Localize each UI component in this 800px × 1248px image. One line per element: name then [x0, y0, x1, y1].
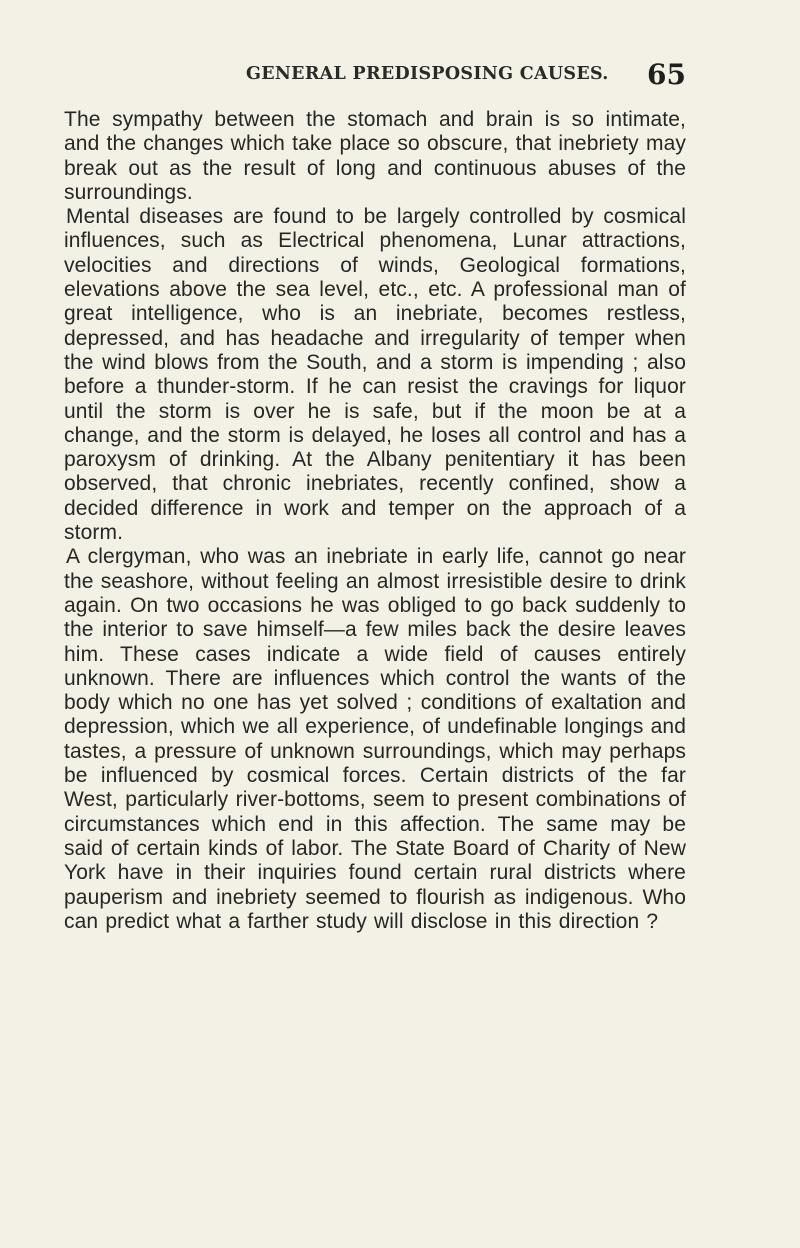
- paragraph-2: Mental diseases are found to be largely controlled by cosmical influences, such as Electrical phenomena, Lunar attractions, velocities and directions of winds, Geological formations, elevations above the sea level, etc., etc. A professional man of great intelligence, who is an inebriate, becomes restless, depressed, and has headache and irregularity of temper when the wind blows from the South, and a storm is impending ; also before a thunder-storm. If he can resist the cravings for liquor until the storm is over he is safe, but if the moon be at a change, and the storm is delayed, he loses all control and has a paroxysm of drinking. At the Albany penitentiary it has been observed, that chronic inebriates, recently confined, show a decided difference in work and temper on the approach of a storm.: [64, 205, 686, 545]
- page-number: 65: [647, 58, 686, 91]
- running-head: [64, 58, 686, 98]
- body-text: [64, 108, 686, 934]
- running-title: GENERAL PREDISPOSING CAUSES.: [246, 64, 609, 84]
- paragraph-3: A clergyman, who was an inebriate in early life, cannot go near the seashore, without feeling an almost irresistible desire to drink again. On two occasions he was obliged to go back suddenly to the interior to save himself—a few miles back the desire leaves him. These cases indicate a wide field of causes entirely unknown. There are influences which control the wants of the body which no one has yet solved ; conditions of exaltation and depression, which we all experience, of undefinable longings and tastes, a pressure of unknown surroundings, which may perhaps be influenced by cosmical forces. Certain districts of the far West, particularly river-bottoms, seem to present combinations of circumstances which end in this affection. The same may be said of certain kinds of labor. The State Board of Charity of New York have in their inquiries found certain rural districts where pauperism and inebriety seemed to flourish as indigenous. Who can predict what a farther study will disclose in this direction ?: [64, 545, 687, 933]
- paragraph-1: The sympathy between the stomach and brain is so intimate, and the changes which take place so obscure, that inebriety may break out as the result of long and continuous abuses of the surroundings.: [64, 108, 686, 204]
